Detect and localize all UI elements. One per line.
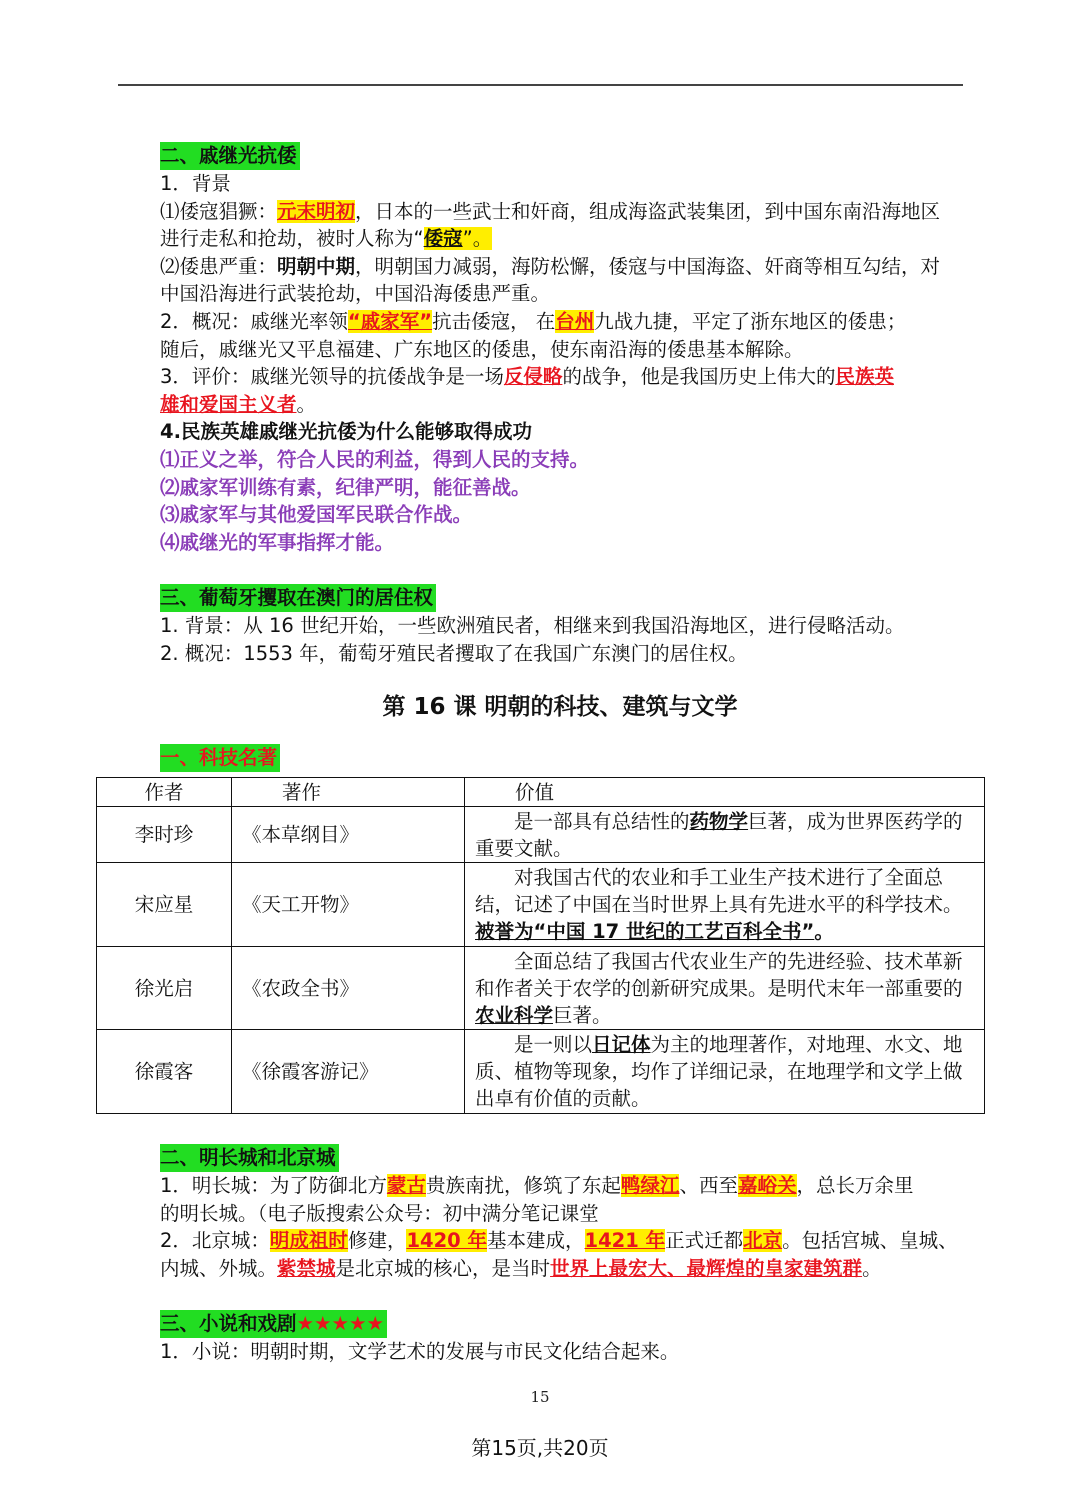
question-title: 4.民族英雄戚继光抗倭为什么能够取得成功 <box>160 420 532 444</box>
lesson-title: 第 16 课 明朝的科技、建筑与文学 <box>382 694 738 721</box>
science-works-table <box>96 777 985 1114</box>
author-cell: 宋应星 <box>97 863 232 947</box>
column-header: 价值 <box>465 778 985 807</box>
table-header-row <box>97 778 985 807</box>
text-line: 1．小说：明朝时期，文学艺术的发展与市民文化结合起来。 <box>160 1339 680 1363</box>
text-line: 1. 背景：从 16 世纪开始，一些欧洲殖民者，相继来到我国沿海地区，进行侵略活动。 <box>160 613 905 637</box>
author-cell: 李时珍 <box>97 807 232 863</box>
text-line: ⑴倭寇猖獗：元末明初，日本的一些武士和奸商，组成海盗武装集团，到中国东南沿海地区 <box>160 199 941 223</box>
text-line: 进行走私和抢劫，被时人称为“倭寇”。 <box>160 227 493 251</box>
section-heading: 三、小说和戏剧★★★★★ <box>160 1310 387 1338</box>
column-header: 著作 <box>232 778 465 807</box>
text-line: 的明长城。（电子版搜索公众号：初中满分笔记课堂 <box>160 1201 599 1225</box>
text-line: 2. 概况：1553 年，葡萄牙殖民者攫取了在我国广东澳门的居住权。 <box>160 641 748 665</box>
section-heading: 三、葡萄牙攫取在澳门的居住权 <box>160 584 436 612</box>
book-cell: 《徐霞客游记》 <box>232 1030 465 1114</box>
text-line: 随后，戚继光又平息福建、广东地区的倭患，使东南沿海的倭患基本解除。 <box>160 337 804 361</box>
author-cell: 徐霞客 <box>97 1030 232 1114</box>
text-line: 中国沿海进行武装抢劫，中国沿海倭患严重。 <box>160 282 551 306</box>
page-footer: 第15页,共20页 <box>471 1436 609 1460</box>
book-cell: 《天工开物》 <box>232 863 465 947</box>
section-heading: 二、戚继光抗倭 <box>160 142 300 170</box>
reason-item: ⑴正义之举，符合人民的利益，得到人民的支持。 <box>160 447 590 471</box>
book-cell: 《本草纲目》 <box>232 807 465 863</box>
text-line: 2．北京城：明成祖时修建，1420 年基本建成，1421 年正式迁都北京。包括宫城、皇城、 <box>160 1229 958 1253</box>
page-number: 15 <box>530 1388 550 1406</box>
table-row <box>97 947 985 1030</box>
value-cell: 是一部具有总结性的药物学巨著，成为世界医药学的重要文献。 <box>465 807 985 863</box>
value-cell: 全面总结了我国古代农业生产的先进经验、技术革新和作者关于农学的创新研究成果。是明代末年一部重要的农业科学巨著。 <box>465 947 985 1030</box>
value-cell: 是一则以日记体为主的地理著作，对地理、水文、地质、植物等现象，均作了详细记录，在地理学和文学上做出卓有价值的贡献。 <box>465 1030 985 1114</box>
text-line: ⑵倭患严重：明朝中期，明朝国力减弱，海防松懈，倭寇与中国海盗、奸商等相互勾结，对 <box>160 254 941 278</box>
reason-item: ⑵戚家军训练有素，纪律严明，能征善战。 <box>160 475 531 499</box>
text-line: 1．背景 <box>160 172 231 195</box>
text-line: 雄和爱国主义者。 <box>160 392 317 416</box>
wall-and-novel-content <box>160 1144 1020 1366</box>
section-heading: 二、明长城和北京城 <box>160 1144 339 1172</box>
table-row <box>97 807 985 863</box>
text-line: 内城、外城。紫禁城是北京城的核心，是当时世界上最宏大、最辉煌的皇家建筑群。 <box>160 1256 882 1280</box>
section-heading: 一、科技名著 <box>160 744 280 772</box>
reason-item: ⑶戚家军与其他爱国军民联合作战。 <box>160 503 473 527</box>
text-line: 1．明长城：为了防御北方蒙古贵族南扰，修筑了东起鸭绿江、西至嘉峪关，总长万余里 <box>160 1174 914 1197</box>
book-cell: 《农政全书》 <box>232 947 465 1030</box>
star-rating-icon: ★★★★★ <box>296 1311 384 1335</box>
text-line: 2．概况：戚继光率领“戚家军”抗击倭寇， 在台州九战九捷，平定了浙东地区的倭患； <box>160 309 907 333</box>
text-line: 3．评价：戚继光领导的抗倭战争是一场反侵略的战争，他是我国历史上伟大的民族英 <box>160 365 894 389</box>
table-row <box>97 1030 985 1114</box>
reason-item: ⑷戚继光的军事指挥才能。 <box>160 530 395 554</box>
main-content <box>160 142 1020 772</box>
table-row <box>97 863 985 947</box>
value-cell: 对我国古代的农业和手工业生产技术进行了全面总结，记述了中国在当时世界上具有先进水平的科学技术。被誉为“中国 17 世纪的工艺百科全书”。 <box>465 863 985 947</box>
column-header: 作者 <box>97 778 232 807</box>
header-rule <box>118 84 963 86</box>
author-cell: 徐光启 <box>97 947 232 1030</box>
